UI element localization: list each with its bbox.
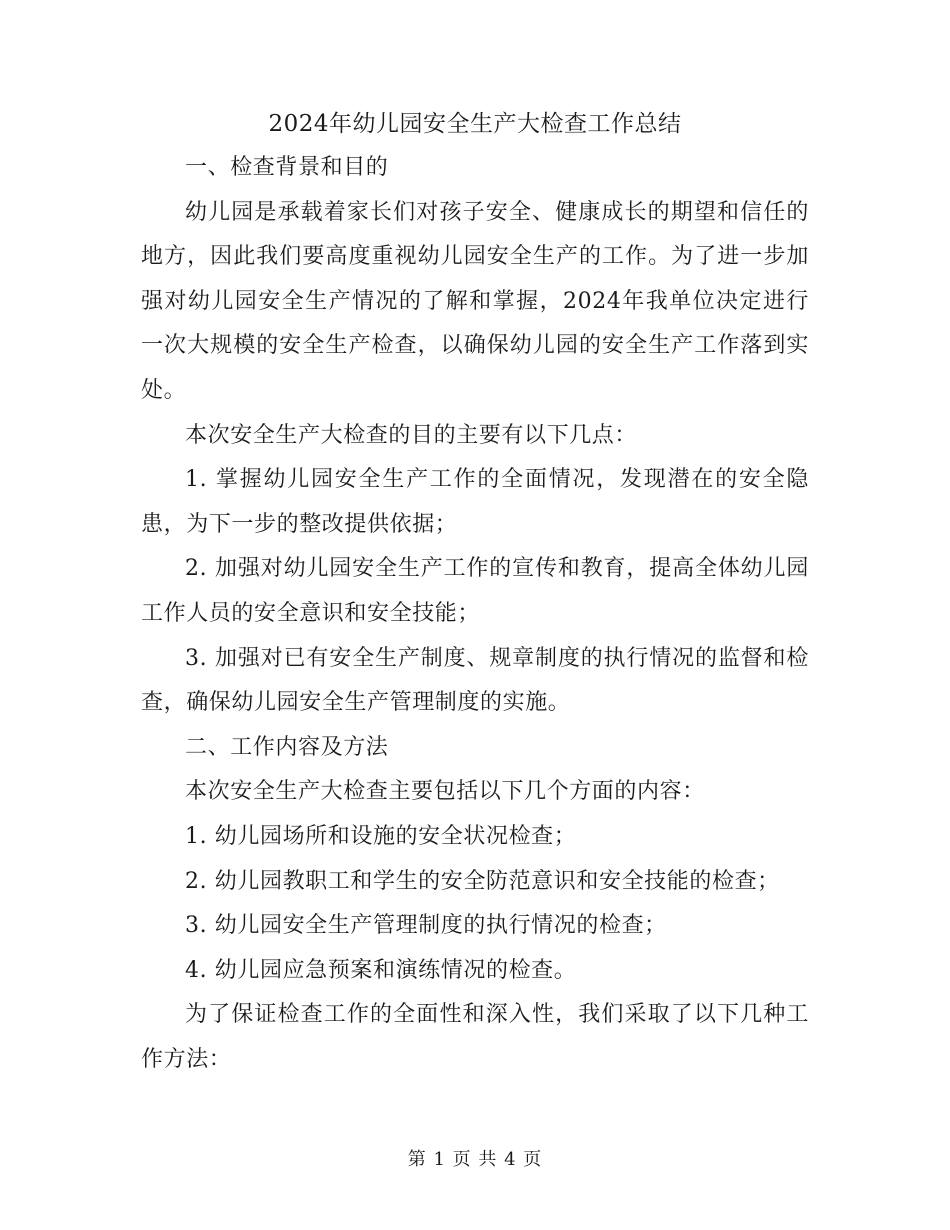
purpose-item-2: 2. 加强对幼儿园安全生产工作的宣传和教育，提高全体幼儿园工作人员的安全意识和安全技能； <box>141 556 809 626</box>
section-heading-background: 一、检查背景和目的 <box>185 155 389 180</box>
purpose-item-3: 3. 加强对已有安全生产制度、规章制度的执行情况的监督和检查，确保幼儿园安全生产管理制度的实施。 <box>141 645 809 716</box>
content-item-1: 1. 幼儿园场所和设施的安全状况检查； <box>185 823 577 849</box>
document-title: 2024年幼儿园安全生产大检查工作总结 <box>268 111 682 137</box>
content-item-4: 4. 幼儿园应急预案和演练情况的检查。 <box>185 957 577 983</box>
purpose-item-1: 1. 掌握幼儿园安全生产工作的全面情况，发现潜在的安全隐患，为下一步的整改提供依据； <box>141 467 809 537</box>
document-body <box>141 102 809 1082</box>
page-number-footer: 第 1 页 共 4 页 <box>407 1149 543 1170</box>
paragraph-content-lead: 本次安全生产大检查主要包括以下几个方面的内容： <box>185 779 705 805</box>
paragraph-intro: 幼儿园是承载着家长们对孩子安全、健康成长的期望和信任的地方，因此我们要高度重视幼儿园安全生产的工作。为了进一步加强对幼儿园安全生产情况的了解和掌握，2024年我单位决定进行一次大规模的安全生产检查，以确保幼儿园的安全生产工作落到实处。 <box>141 199 809 403</box>
section-heading-content: 二、工作内容及方法 <box>185 734 389 760</box>
paragraph-methods-lead: 为了保证检查工作的全面性和深入性，我们采取了以下几种工作方法： <box>141 1002 809 1072</box>
content-item-3: 3. 幼儿园安全生产管理制度的执行情况的检查； <box>185 913 667 939</box>
paragraph-purpose-lead: 本次安全生产大检查的目的主要有以下几点： <box>185 422 638 448</box>
content-item-2: 2. 幼儿园教职工和学生的安全防范意识和安全技能的检查； <box>185 868 780 894</box>
